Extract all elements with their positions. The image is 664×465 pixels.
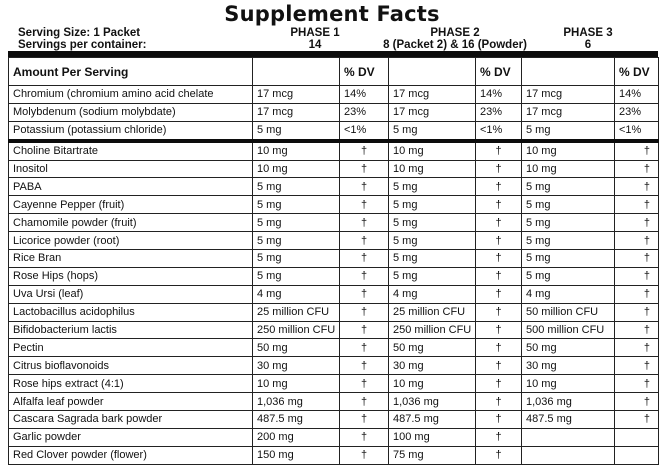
ingredient-name: Licorice powder (root) xyxy=(9,232,253,250)
phase-2-dv: † xyxy=(476,375,522,393)
phase-3-amount: 5 mg xyxy=(522,196,615,214)
ingredient-name: Uva Ursi (leaf) xyxy=(9,285,253,303)
phase-2-dv: † xyxy=(476,196,522,214)
ingredient-name: Chamomile powder (fruit) xyxy=(9,214,253,232)
phase-1-amount: 30 mg xyxy=(253,357,340,375)
phase-2-dv: † xyxy=(476,160,522,178)
phase-3-amount xyxy=(522,446,615,464)
phase-2-dv: 14% xyxy=(476,86,522,104)
ingredient-name: PABA xyxy=(9,178,253,196)
ingredient-name: Cayenne Pepper (fruit) xyxy=(9,196,253,214)
phase-1-amount: 5 mg xyxy=(253,232,340,250)
phase-3-dv: † xyxy=(615,357,659,375)
phase-2-dv: † xyxy=(476,267,522,285)
phase-2-dv: † xyxy=(476,214,522,232)
phase-3-amount xyxy=(522,428,615,446)
phase-1-amount: 10 mg xyxy=(253,160,340,178)
phase-2-dv: <1% xyxy=(476,121,522,140)
phase-1-dv: † xyxy=(340,160,389,178)
phase-3-servings: 6 xyxy=(584,39,592,51)
phase-1-servings: 14 xyxy=(308,39,322,51)
ingredient-name: Garlic powder xyxy=(9,428,253,446)
phase-1-amount: 10 mg xyxy=(253,141,340,160)
phase-1-dv: † xyxy=(340,196,389,214)
ingredient-name: Lactobacillus acidophilus xyxy=(9,303,253,321)
phase-3-amount: 5 mg xyxy=(522,178,615,196)
phase-1-dv: † xyxy=(340,267,389,285)
phase-2-amount: 75 mg xyxy=(389,446,476,464)
phase-2-amount: 5 mg xyxy=(389,267,476,285)
phase-1-amount: 4 mg xyxy=(253,285,340,303)
phase-3-dv: † xyxy=(615,250,659,268)
phase-1-label: PHASE 1 xyxy=(290,27,340,39)
phase-1-dv: † xyxy=(340,393,389,411)
phase-3-amount: 5 mg xyxy=(522,267,615,285)
phase-1-dv: † xyxy=(340,250,389,268)
phase-1-amount: 17 mcg xyxy=(253,86,340,104)
phase-1-dv: † xyxy=(340,303,389,321)
ingredient-name: Choline Bitartrate xyxy=(9,141,253,160)
amount-per-serving-header: Amount Per Serving xyxy=(9,58,253,86)
phase-1-dv: † xyxy=(340,285,389,303)
ingredient-name: Rose hips extract (4:1) xyxy=(9,375,253,393)
phase-3-dv: 14% xyxy=(615,86,659,104)
ingredient-row xyxy=(9,411,659,429)
ingredient-name: Chromium (chromium amino acid chelate xyxy=(9,86,253,104)
phase-2-label: PHASE 2 xyxy=(430,27,480,39)
phase-1-dv: † xyxy=(340,357,389,375)
phase-3-amount: 50 mg xyxy=(522,339,615,357)
ingredient-name: Citrus bioflavonoids xyxy=(9,357,253,375)
table-header-row xyxy=(9,58,659,86)
phase-3-dv: † xyxy=(615,178,659,196)
phase-1-amount: 5 mg xyxy=(253,196,340,214)
serving-size-label: Serving Size: 1 Packet xyxy=(18,27,141,39)
phase-1-amount: 5 mg xyxy=(253,250,340,268)
phase-1-amount: 5 mg xyxy=(253,267,340,285)
phase-3-amount: 500 million CFU xyxy=(522,321,615,339)
phase-3-dv: † xyxy=(615,321,659,339)
phase-2-amount: 10 mg xyxy=(389,375,476,393)
phase-1-amount: 5 mg xyxy=(253,121,340,140)
phase-2-amount: 4 mg xyxy=(389,285,476,303)
phase-2-amount: 1,036 mg xyxy=(389,393,476,411)
supplement-facts-table xyxy=(8,57,659,465)
phase-3-label: PHASE 3 xyxy=(563,27,613,39)
phase-1-dv: † xyxy=(340,428,389,446)
phase-1-dv-header: % DV xyxy=(340,58,389,86)
phase-3-dv: † xyxy=(615,303,659,321)
phase-1-amount: 10 mg xyxy=(253,375,340,393)
phase-3-dv xyxy=(615,428,659,446)
phase-2-dv: † xyxy=(476,321,522,339)
phase-2-dv: † xyxy=(476,285,522,303)
ingredient-row xyxy=(9,232,659,250)
phase-1-dv: † xyxy=(340,141,389,160)
phase-2-amount: 10 mg xyxy=(389,141,476,160)
ingredient-name: Pectin xyxy=(9,339,253,357)
phase-3-amount: 1,036 mg xyxy=(522,393,615,411)
phase-3-amount: 10 mg xyxy=(522,375,615,393)
phase-2-dv: † xyxy=(476,232,522,250)
ingredient-row xyxy=(9,141,659,160)
phase-2-dv: † xyxy=(476,357,522,375)
phase-3-amount: 10 mg xyxy=(522,160,615,178)
phase-1-dv: <1% xyxy=(340,121,389,140)
ingredient-row xyxy=(9,321,659,339)
phase-2-amount: 5 mg xyxy=(389,250,476,268)
ingredient-name: Rice Bran xyxy=(9,250,253,268)
phase-3-amount: 5 mg xyxy=(522,214,615,232)
phase-3-dv: † xyxy=(615,160,659,178)
phase-2-dv: † xyxy=(476,141,522,160)
phase-3-dv: 23% xyxy=(615,103,659,121)
phase-2-dv: † xyxy=(476,339,522,357)
phase-1-amount: 150 mg xyxy=(253,446,340,464)
phase-3-amount: 5 mg xyxy=(522,232,615,250)
phase-2-dv: † xyxy=(476,411,522,429)
phase-1-dv: † xyxy=(340,375,389,393)
ingredient-row xyxy=(9,393,659,411)
phase-2-servings: 8 (Packet 2) & 16 (Powder) xyxy=(383,39,527,51)
ingredient-row xyxy=(9,250,659,268)
phase-2-amount: 10 mg xyxy=(389,160,476,178)
phase-3-amount: 10 mg xyxy=(522,141,615,160)
phase-3-amount: 5 mg xyxy=(522,121,615,140)
ingredient-row xyxy=(9,375,659,393)
phase-3-amount: 487.5 mg xyxy=(522,411,615,429)
phase-1-amount: 250 million CFU xyxy=(253,321,340,339)
phase-3-amount: 5 mg xyxy=(522,250,615,268)
ingredient-row xyxy=(9,428,659,446)
phase-2-amount: 5 mg xyxy=(389,214,476,232)
supplement-facts-title: Supplement Facts xyxy=(224,2,440,26)
phase-1-dv: † xyxy=(340,178,389,196)
ingredient-name: Inositol xyxy=(9,160,253,178)
phase-1-amount: 200 mg xyxy=(253,428,340,446)
phase-2-dv: † xyxy=(476,428,522,446)
phase-2-amount: 250 million CFU xyxy=(389,321,476,339)
phase-1-amount: 5 mg xyxy=(253,178,340,196)
phase-1-dv: † xyxy=(340,214,389,232)
phase-2-dv: † xyxy=(476,250,522,268)
phase-1-amount: 5 mg xyxy=(253,214,340,232)
phase-2-dv: 23% xyxy=(476,103,522,121)
phase-2-amount: 487.5 mg xyxy=(389,411,476,429)
phase-3-amount: 17 mcg xyxy=(522,86,615,104)
phase-2-amount: 5 mg xyxy=(389,232,476,250)
mineral-row xyxy=(9,121,659,140)
ingredient-row xyxy=(9,357,659,375)
phase-3-amount: 17 mcg xyxy=(522,103,615,121)
phase-1-dv: † xyxy=(340,411,389,429)
phase-1-dv: 23% xyxy=(340,103,389,121)
phase-2-amount: 17 mcg xyxy=(389,86,476,104)
ingredient-name: Alfalfa leaf powder xyxy=(9,393,253,411)
ingredient-row xyxy=(9,339,659,357)
ingredient-row xyxy=(9,446,659,464)
phase-3-dv: † xyxy=(615,393,659,411)
ingredient-row xyxy=(9,285,659,303)
phase-3-dv: † xyxy=(615,141,659,160)
phase-3-amount: 4 mg xyxy=(522,285,615,303)
phase-2-amount: 50 mg xyxy=(389,339,476,357)
mineral-row xyxy=(9,86,659,104)
phase-2-dv: † xyxy=(476,393,522,411)
phase-3-dv: † xyxy=(615,267,659,285)
ingredient-row xyxy=(9,303,659,321)
ingredient-row xyxy=(9,178,659,196)
phase-2-dv: † xyxy=(476,303,522,321)
ingredient-name: Bifidobacterium lactis xyxy=(9,321,253,339)
phase-1-amount: 487.5 mg xyxy=(253,411,340,429)
phase-1-dv: † xyxy=(340,446,389,464)
mineral-row xyxy=(9,103,659,121)
phase-1-amount-header xyxy=(253,58,340,86)
phase-3-amount: 50 million CFU xyxy=(522,303,615,321)
phase-1-dv: † xyxy=(340,232,389,250)
phase-3-dv xyxy=(615,446,659,464)
phase-3-dv-header: % DV xyxy=(615,58,659,86)
phase-1-amount: 25 million CFU xyxy=(253,303,340,321)
phase-2-amount: 30 mg xyxy=(389,357,476,375)
phase-1-amount: 1,036 mg xyxy=(253,393,340,411)
phase-2-amount: 5 mg xyxy=(389,178,476,196)
ingredient-row xyxy=(9,196,659,214)
ingredient-row xyxy=(9,214,659,232)
phase-2-amount-header xyxy=(389,58,476,86)
phase-3-dv: † xyxy=(615,232,659,250)
phase-2-amount: 17 mcg xyxy=(389,103,476,121)
phase-3-dv: † xyxy=(615,339,659,357)
phase-3-amount: 30 mg xyxy=(522,357,615,375)
phase-2-dv-header: % DV xyxy=(476,58,522,86)
phase-3-dv: † xyxy=(615,375,659,393)
phase-3-dv: <1% xyxy=(615,121,659,140)
phase-1-dv: 14% xyxy=(340,86,389,104)
phase-2-amount: 25 million CFU xyxy=(389,303,476,321)
phase-1-dv: † xyxy=(340,339,389,357)
phase-1-amount: 50 mg xyxy=(253,339,340,357)
ingredient-name: Cascara Sagrada bark powder xyxy=(9,411,253,429)
servings-per-container-label: Servings per container: xyxy=(18,39,147,51)
ingredient-name: Red Clover powder (flower) xyxy=(9,446,253,464)
ingredient-row xyxy=(9,267,659,285)
phase-3-dv: † xyxy=(615,214,659,232)
phase-2-amount: 5 mg xyxy=(389,121,476,140)
phase-2-dv: † xyxy=(476,446,522,464)
ingredient-name: Potassium (potassium chloride) xyxy=(9,121,253,140)
phase-2-amount: 5 mg xyxy=(389,196,476,214)
ingredient-name: Molybdenum (sodium molybdate) xyxy=(9,103,253,121)
phase-1-dv: † xyxy=(340,321,389,339)
phase-2-dv: † xyxy=(476,178,522,196)
ingredient-name: Rose Hips (hops) xyxy=(9,267,253,285)
phase-3-dv: † xyxy=(615,196,659,214)
ingredient-row xyxy=(9,160,659,178)
phase-3-dv: † xyxy=(615,285,659,303)
phase-2-amount: 100 mg xyxy=(389,428,476,446)
phase-3-amount-header xyxy=(522,58,615,86)
phase-3-dv: † xyxy=(615,411,659,429)
phase-1-amount: 17 mcg xyxy=(253,103,340,121)
